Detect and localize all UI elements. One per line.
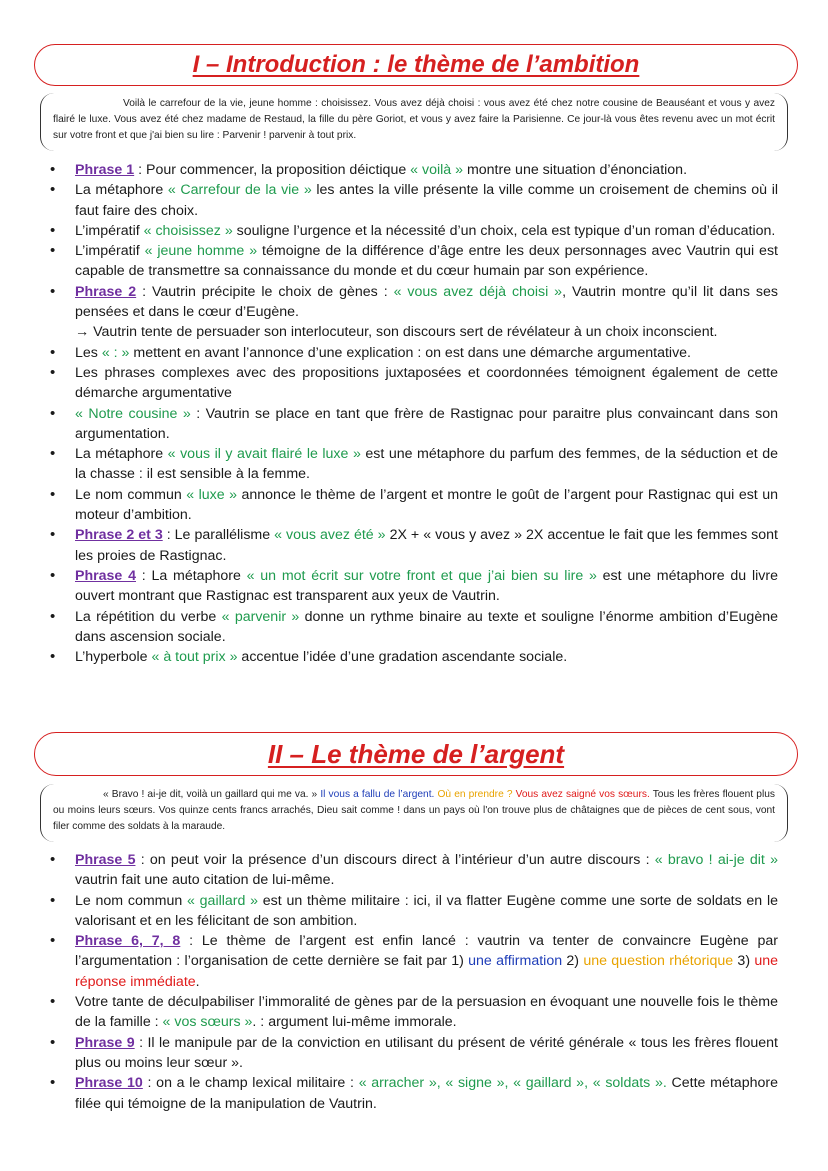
list-item: [48, 485, 778, 526]
quote-2-part-a: « Bravo ! ai-je dit, voilà un gaillard qui me va. »: [103, 789, 321, 800]
list-item-text: « à tout prix »: [151, 649, 238, 666]
list-item: [48, 282, 778, 323]
list-item: [48, 180, 778, 221]
list-item-text: 3): [733, 953, 755, 970]
list-item-text: , Vautrin montre qu’il lit dans ses pensées et dans le cœur d’Eugène.: [75, 283, 779, 321]
list-item: [48, 850, 778, 891]
list-item: [48, 444, 778, 485]
list-item: [48, 1073, 778, 1114]
list-item-text: « vous il y avait flairé le luxe »: [167, 446, 361, 463]
quote-2-part-blue: Il vous a fallu de l’argent.: [320, 789, 435, 800]
phrase-label: Phrase 4: [75, 567, 136, 584]
list-item-text: « jeune homme »: [144, 243, 258, 260]
section-1-quote-text: Voilà le carrefour de la vie, jeune homme : choisissez. Vous avez déjà choisi : vous avez été chez notre cousine de Beauséant et vous y avez flairé le luxe. Vous avez été chez madame de Restaud, la fille du père Goriot, et vous y avez faire la Parisienne. Ce jour-là vous êtes revenu avec un mot écrit sur votre front et que j'ai bien su lire : Parvenir ! parvenir à tout prix.: [53, 98, 775, 141]
list-item-text: . : argument lui-même immorale.: [252, 1014, 457, 1031]
quote-2-part-red: Vous avez saigné vos sœurs.: [512, 789, 650, 800]
phrase-label: Phrase 2: [75, 283, 137, 300]
list-item-text: « vous avez déjà choisi »: [393, 283, 563, 300]
list-item: [48, 891, 778, 932]
phrase-label: Phrase 6, 7, 8: [75, 933, 181, 950]
list-item: [48, 525, 778, 566]
list-item: [48, 931, 778, 992]
section-1-title: I – Introduction : le thème de l’ambition: [192, 51, 640, 78]
list-item-text: : Il le manipule par de la conviction en utilisant du présent de vérité générale « tous les frères flouent plus ou moins leur sœur ».: [75, 1034, 778, 1071]
list-item-text: Les: [75, 344, 102, 361]
list-item: [48, 647, 778, 667]
list-item-text: « vous avez été »: [274, 527, 386, 544]
section-1-banner: [34, 44, 798, 86]
list-item: [48, 566, 778, 607]
list-item: [48, 160, 778, 180]
section-2-title: II – Le thème de l’argent: [267, 738, 565, 769]
list-item-text: une question rhétorique: [583, 953, 734, 970]
list-item-text: Les phrases complexes avec des propositions juxtaposées et coordonnées témoignent également de cette démarche argumentative: [75, 364, 778, 402]
list-item-text: vautrin fait une auto citation de lui-même.: [75, 872, 335, 889]
list-item-text: une réponse immédiate: [75, 953, 779, 990]
list-item-text: est un thème militaire : ici, il va flatter Eugène comme une sorte de soldats en le valorisant et en les félicitant de son ambition.: [75, 892, 778, 929]
list-item-text: « vos sœurs »: [162, 1014, 253, 1031]
list-item: [48, 322, 778, 342]
section-2-banner: [34, 732, 798, 776]
section-2-quote: [40, 784, 788, 842]
list-item-text: 2): [562, 953, 584, 970]
list-item-text: annonce le thème de l’argent et montre le goût de l’argent pour Rastignac qui est un moteur d’ambition.: [75, 486, 779, 524]
list-item-text: Le nom commun: [75, 892, 188, 909]
list-item: [48, 992, 778, 1033]
section-2-list: [48, 850, 778, 1114]
list-item-text: : on a le champ lexical militaire :: [142, 1075, 359, 1092]
section-1-list: [48, 160, 778, 667]
list-item-text: est une métaphore du livre ouvert montrant que Rastignac est transparent aux yeux de Vautrin.: [75, 567, 778, 605]
list-item-text: : Le thème de l’argent est enfin lancé : vautrin va tenter de convaincre Eugène par l’argumentation : l’organisation de cette dernière se fait par 1): [75, 933, 779, 970]
list-item-text: « Notre cousine »: [75, 405, 191, 422]
list-item: [48, 241, 778, 282]
list-item: [48, 607, 778, 648]
list-item-text: une affirmation: [468, 953, 563, 970]
list-item-text: : on peut voir la présence d’un discours direct à l’intérieur d’un autre discours :: [135, 852, 655, 868]
list-item-text: « gaillard »: [187, 892, 259, 909]
quote-2-part-c: Tous les frères flouent plus ou moins leurs sœurs. Vos quinze cents francs arrachés, Dieu sait comme ! dans un pays où l'on trouve plus de châtaignes que de pièces de cent sous, vont filer comme des soldats à la maraude.: [53, 789, 775, 832]
list-item: [48, 1033, 778, 1074]
list-item-text: « parvenir »: [221, 608, 300, 625]
list-item-text: Votre tante de déculpabiliser l’immoralité de gènes par de la persuasion en évoquant une nouvelle fois le thème de la famille :: [75, 994, 778, 1031]
list-item-text: mettent en avant l’annonce d’une explication : on est dans une démarche argumentative.: [129, 344, 691, 361]
list-item-text: L’impératif: [75, 222, 144, 239]
section-1-quote: [40, 93, 788, 151]
list-item-text: « choisissez »: [143, 222, 233, 239]
phrase-label: Phrase 5: [75, 852, 136, 868]
phrase-label: Phrase 1: [75, 162, 135, 178]
list-item-text: : Vautrin se place en tant que frère de Rastignac pour paraitre plus convaincant dans son argumentation.: [75, 405, 779, 442]
list-item-text: : Le parallélisme: [162, 527, 275, 544]
list-item-text: : La métaphore: [135, 567, 247, 584]
phrase-label: Phrase 9: [75, 1034, 135, 1051]
list-item-text: accentue l’idée d’une gradation ascendante sociale.: [237, 649, 568, 666]
list-item: [48, 343, 778, 363]
list-item: [48, 404, 778, 445]
list-item-text: « luxe »: [186, 486, 238, 503]
list-item-text: « arracher », « signe », « gaillard », « soldats ».: [358, 1075, 667, 1092]
list-item-text: .: [195, 973, 200, 990]
list-item-text: 2X + « vous y avez » 2X accentue le fait que les femmes sont les proies de Rastignac.: [75, 527, 778, 564]
list-item-text: L’hyperbole: [75, 649, 152, 666]
list-item-text: les antes la ville présente la ville comme un croisement de chemins où il faut faire des choix.: [75, 182, 779, 219]
list-item-text: « un mot écrit sur votre front et que j’ai bien su lire »: [246, 567, 597, 584]
list-item-text: : Vautrin précipite le choix de gènes :: [136, 283, 394, 300]
list-item-text: souligne l’urgence et la nécessité d’un choix, cela est typique d’un roman d’éducation.: [232, 222, 776, 239]
list-item-text: montre une situation d’énonciation.: [463, 162, 688, 178]
list-item-text: Cette métaphore filée qui témoigne de la manipulation de Vautrin.: [75, 1075, 778, 1112]
list-item-text: La répétition du verbe: [75, 608, 222, 625]
list-item-text: → Vautrin tente de persuader son interlocuteur, son discours sert de révélateur à un choix inconscient.: [75, 324, 718, 341]
list-item-text: est une métaphore du parfum des femmes, de la séduction et de la chasse : il est sensible à la femme.: [75, 446, 778, 483]
list-item-text: donne un rythme binaire au texte et souligne l’énorme ambition d’Eugène dans ascension sociale.: [75, 608, 778, 645]
list-item-text: La métaphore: [75, 446, 168, 463]
list-item-text: « bravo ! ai-je dit »: [654, 852, 779, 868]
list-item-text: « Carrefour de la vie »: [167, 182, 312, 199]
list-item: [48, 363, 778, 404]
list-item-text: : Pour commencer, la proposition déictique: [134, 162, 411, 178]
phrase-label: Phrase 10: [75, 1075, 143, 1092]
list-item-text: La métaphore: [75, 182, 168, 199]
list-item-text: témoigne de la différence d’âge entre les deux personnages avec Vautrin qui est capable de transmettre sa connaissance du monde et du cœur humain par son expérience.: [75, 243, 778, 280]
list-item: [48, 221, 778, 241]
list-item-text: « : »: [101, 344, 130, 361]
list-item-text: « voilà »: [410, 162, 464, 178]
list-item-text: Le nom commun: [75, 486, 187, 503]
quote-2-part-orange: Où en prendre ?: [434, 789, 513, 800]
list-item-text: L’impératif: [75, 243, 145, 260]
phrase-label: Phrase 2 et 3: [75, 527, 163, 544]
